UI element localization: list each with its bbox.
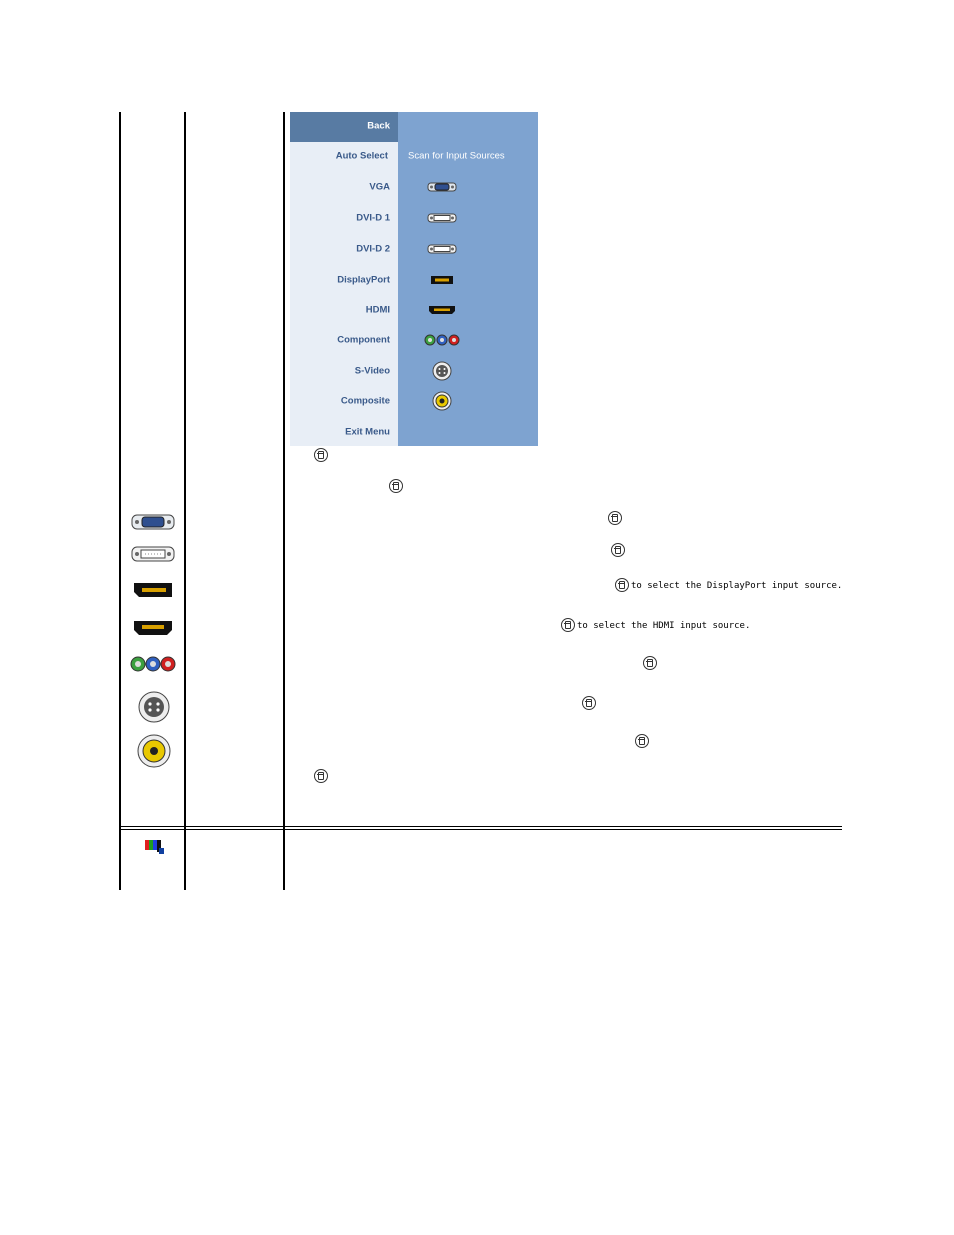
dvi-connector-icon — [427, 212, 457, 224]
table-column-divider-2 — [283, 112, 285, 890]
menu-button-icon — [314, 448, 328, 462]
menu-button-icon — [608, 511, 622, 525]
displayport-connector-icon — [133, 582, 173, 598]
table-border-left — [119, 112, 121, 890]
displayport-connector-icon — [430, 275, 454, 285]
table-row-divider-lower — [119, 829, 842, 830]
table-column-divider-1 — [184, 112, 186, 890]
menu-button-icon — [582, 696, 596, 710]
osd-item-back[interactable]: Back — [367, 120, 390, 132]
hdmi-connector-icon — [428, 305, 456, 315]
vga-connector-icon — [131, 513, 175, 531]
osd-item-hdmi[interactable]: HDMI — [365, 304, 390, 316]
composite-connector-icon — [432, 391, 452, 411]
osd-item-displayport[interactable]: DisplayPort — [337, 274, 390, 286]
menu-button-icon — [635, 734, 649, 748]
osd-item-dvi-d1[interactable]: DVI-D 1 — [356, 212, 390, 224]
svideo-connector-icon — [138, 691, 170, 723]
menu-button-icon — [561, 618, 575, 632]
table-row-divider — [119, 826, 842, 827]
menu-button-icon — [314, 769, 328, 783]
hdmi-description: to select the HDMI input source. — [577, 621, 751, 631]
hdmi-connector-icon — [133, 620, 173, 636]
dvi-connector-icon — [427, 243, 457, 255]
osd-item-component[interactable]: Component — [337, 334, 390, 346]
osd-item-auto-select[interactable]: Auto Select — [335, 150, 388, 162]
osd-item-dvi-d2[interactable]: DVI-D 2 — [356, 243, 390, 255]
osd-menu-right-panel — [398, 112, 538, 446]
osd-item-svideo[interactable]: S-Video — [354, 365, 390, 377]
vga-connector-icon — [427, 181, 457, 193]
osd-auto-select-value: Scan for Input Sources — [408, 150, 505, 162]
osd-item-exit-menu[interactable]: Exit Menu — [345, 426, 390, 438]
color-settings-icon — [143, 838, 165, 856]
menu-button-icon — [389, 479, 403, 493]
osd-item-composite[interactable]: Composite — [340, 395, 390, 407]
osd-item-vga[interactable]: VGA — [369, 181, 390, 193]
dvi-connector-icon — [131, 545, 175, 563]
displayport-description: to select the DisplayPort input source. — [631, 581, 843, 591]
menu-button-icon — [611, 543, 625, 557]
osd-input-source-menu — [290, 112, 538, 446]
menu-button-icon — [643, 656, 657, 670]
component-connector-icon — [424, 334, 460, 346]
menu-button-icon — [615, 578, 629, 592]
component-connector-icon — [130, 656, 176, 672]
composite-connector-icon — [137, 734, 171, 768]
svideo-connector-icon — [432, 361, 452, 381]
